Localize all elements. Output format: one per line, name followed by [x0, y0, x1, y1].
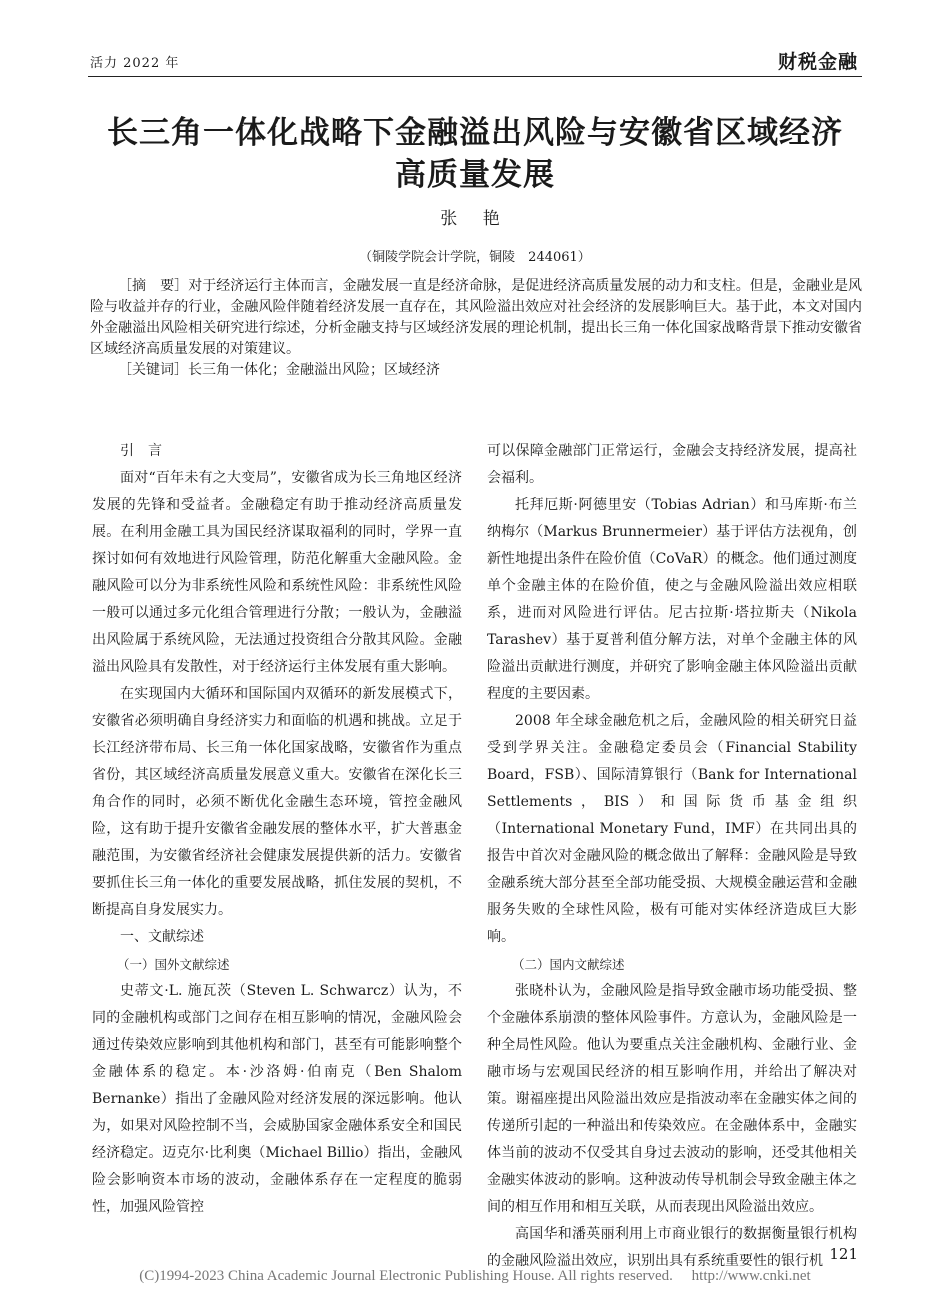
body-column-left	[92, 438, 462, 1221]
paragraph: 高国华和潘英丽利用上市商业银行的数据衡量银行机构的金融风险溢出效应，识别出具有系统重要性的银行机	[487, 1226, 857, 1269]
body-column-right	[487, 438, 857, 1275]
author-affiliation: （铜陵学院会计学院，铜陵 244061）	[359, 250, 591, 265]
abstract-block	[90, 276, 862, 381]
paragraph: 史蒂文·L. 施瓦茨（Steven L. Schwarcz）认为，不同的金融机构或部门之间存在相互影响的情况，金融风险会通过传染效应影响到其他机构和部门，甚至有可能影响整个金融体系的稳定。本·沙洛姆·伯南克（Ben Shalom Bernanke）指出了金融风险对经济发展的深远影响。他认为，如果对风险控制不当，会威胁国家金融体系安全和国民经济稳定。迈克尔·比利奥（Michael Billio）指出，金融风险会影响资本市场的波动，金融体系存在一定程度的脆弱性，加强风险管控	[92, 983, 462, 1215]
paragraph: 面对“百年未有之大变局”，安徽省成为长三角地区经济发展的先锋和受益者。金融稳定有助于推动经济高质量发展。在利用金融工具为国民经济谋取福利的同时，学界一直探讨如何有效地进行风险管理，防范化解重大金融风险。金融风险可以分为非系统性风险和系统性风险：非系统性风险一般可以通过多元化组合管理进行分散；一般认为，金融溢出风险属于系统风险，无法通过投资组合分散其风险。金融溢出风险具有发散性，对于经济运行主体发展有重大影响。	[92, 470, 462, 675]
section-heading-literature: 一、文献综述	[120, 929, 204, 945]
title-line-1: 长三角一体化战略下金融溢出风险与安徽省区域经济	[107, 115, 843, 151]
title-line-2: 高质量发展	[395, 157, 555, 193]
author-name: 张 艳	[440, 209, 510, 229]
page-number: 121	[829, 1245, 858, 1263]
journal-issue: 活力 2022 年	[90, 56, 180, 71]
header-divider	[88, 76, 862, 77]
subsection-heading-foreign: （一）国外文献综述	[117, 957, 230, 972]
paragraph: 在实现国内大循环和国际国内双循环的新发展模式下，安徽省必须明确自身经济实力和面临的机遇和挑战。立足于长江经济带布局、长三角一体化国家战略，安徽省作为重点省份，其区域经济高质量发展意义重大。安徽省在深化长三角合作的同时，必须不断优化金融生态环境，管控金融风险，这有助于提升安徽省金融发展的整体水平，扩大普惠金融范围，为安徽省经济社会健康发展提供新的活力。安徽省要抓住长三角一体化的重要发展战略，抓住发展的契机，不断提高自身发展实力。	[92, 686, 462, 918]
paragraph: 2008 年全球金融危机之后，金融风险的相关研究日益受到学界关注。金融稳定委员会（Financial Stability Board，FSB）、国际清算银行（Bank for International Settlements，BIS）和国际货币基金组织（International Monetary Fund，IMF）在共同出具的报告中首次对金融风险的概念做出了解释：金融风险是导致金融系统大部分甚至全部功能受损、大规模金融运营和金融服务失败的全球性风险，极有可能对实体经济造成巨大影响。	[487, 713, 857, 945]
abstract-text: ［摘 要］对于经济运行主体而言，金融发展一直是经济命脉，是促进经济高质量发展的动力和支柱。但是，金融业是风险与收益并存的行业，金融风险伴随着经济发展一直存在，其风险溢出效应对社会经济的发展影响巨大。基于此，本文对国内外金融溢出风险相关研究进行综述，分析金融支持与区域经济发展的理论机制，提出长三角一体化国家战略背景下推动安徽省区域经济高质量发展的对策建议。	[90, 278, 862, 357]
subsection-heading-domestic: （二）国内文献综述	[512, 957, 625, 972]
section-name: 财税金融	[777, 51, 858, 73]
keywords-text: ［关键词］长三角一体化；金融溢出风险；区域经济	[118, 362, 440, 378]
paragraph: 张晓朴认为，金融风险是指导致金融市场功能受损、整个金融体系崩溃的整体风险事件。方意认为，金融风险是一种全局性风险。他认为要重点关注金融机构、金融行业、金融市场与宏观国民经济的相互影响作用，并给出了解决对策。谢福座提出风险溢出效应是指波动率在金融实体之间的传递所引起的一种溢出和传染效应。在金融体系中，金融实体当前的波动不仅受其自身过去波动的影响，还受其他相关金融实体波动的影响。这种波动传导机制会导致金融主体之间的相互作用和相互关联，从而表现出风险溢出效应。	[487, 983, 857, 1215]
section-heading-intro: 引 言	[120, 443, 162, 459]
paragraph-continued: 可以保障金融部门正常运行，金融会支持经济发展，提高社会福利。	[487, 443, 857, 486]
paragraph: 托拜厄斯·阿德里安（Tobias Adrian）和马库斯·布兰纳梅尔（Markus Brunnermeier）基于评估方法视角，创新性地提出条件在险价值（CoVaR）的概念。他们通过测度单个金融主体的在险价值，使之与金融风险溢出效应相联系，进而对风险进行评估。尼古拉斯·塔拉斯夫（Nikola Tarashev）基于夏普利值分解方法，对单个金融主体的风险溢出贡献进行测度，并研究了影响金融主体风险溢出贡献程度的主要因素。	[487, 497, 857, 702]
copyright-footer: (C)1994-2023 China Academic Journal Electronic Publishing House. All rights reserved. http://www.cnki.net	[139, 1268, 811, 1284]
article-title	[60, 112, 890, 196]
